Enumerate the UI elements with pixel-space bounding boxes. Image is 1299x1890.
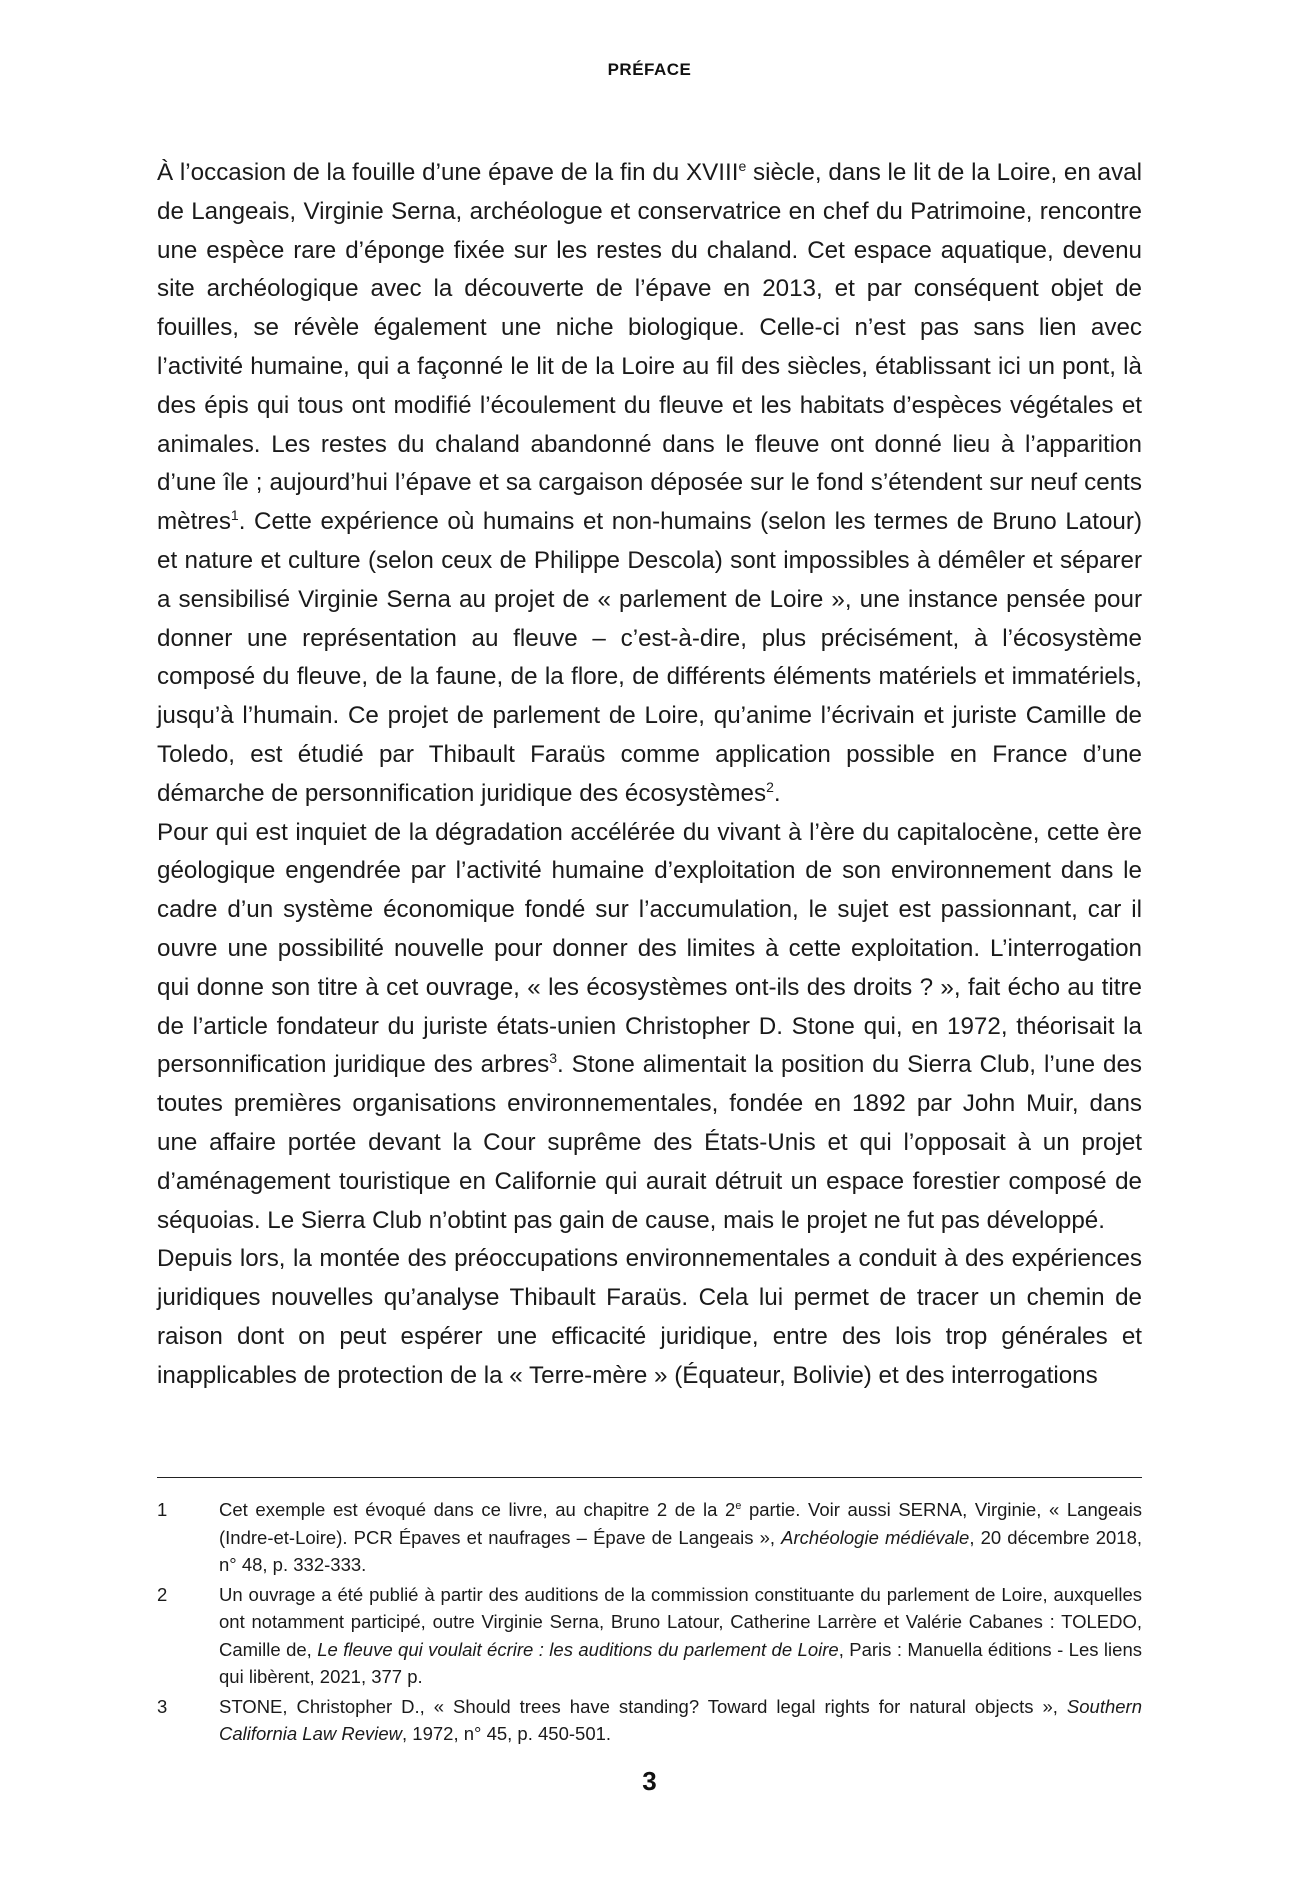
- paragraph-1: [157, 154, 1142, 814]
- footnote-3-part-a: STONE, Christopher D., « Should trees have standing? Toward legal rights for natural objects »,: [219, 1695, 1067, 1717]
- footnote-2: [157, 1581, 1142, 1691]
- paragraph-2: [157, 814, 1142, 1241]
- page-number: 3: [642, 1766, 657, 1796]
- footnote-text: [219, 1496, 1142, 1579]
- paragraph-1-part-c: . Cette expérience où humains et non-humains (selon les termes de Bruno Latour) et nature et culture (selon ceux de Philippe Descola) sont impossibles à démêler et séparer a sensibilisé Virginie Serna au projet de « parlement de Loire », une instance pensée pour donner une représentation au fleuve – c’est-à-dire, plus précisément, à l’écosystème composé du fleuve, de la faune, de la flore, de différents éléments matériels et immatériels, jusqu’à l’humain. Ce projet de parlement de Loire, qu’anime l’écrivain et juriste Camille de Toledo, est étudié par Thibault Faraüs comme application possible en France d’une démarche de personnification juridique des écosystèmes: [157, 508, 1142, 807]
- footnote-1-part-c: , 20 décembre 2018, n° 48, p. 332-333.: [219, 1526, 1142, 1575]
- footnote-ref-1[interactable]: 1: [230, 507, 239, 524]
- footnote-number: 2: [157, 1583, 168, 1605]
- footnote-text: [219, 1693, 1142, 1748]
- footnote-text: [219, 1581, 1142, 1691]
- footnote-2-title: Le fleuve qui voulait écrire : les auditions du parlement de Loire: [317, 1638, 839, 1660]
- footnote-1-title: Archéologie médiévale: [781, 1526, 970, 1548]
- footnote-2-part-a: Un ouvrage a été publié à partir des auditions de la commission constituante du parlement de Loire, auxquelles ont notamment participé, outre Virginie Serna, Bruno Latour, Catherine Larrère et Valérie Cabanes : TOLEDO, Camille de,: [219, 1583, 1142, 1660]
- footnote-2-part-b: , Paris : Manuella éditions - Les liens qui libèrent, 2021, 377 p.: [219, 1638, 1142, 1687]
- paragraph-1-part-b: siècle, dans le lit de la Loire, en aval de Langeais, Virginie Serna, archéologue et conservatrice en chef du Patrimoine, rencontre une espèce rare d’éponge fixée sur les restes du chaland. Cet espace aquatique, devenu site archéologique avec la découverte de l’épave en 2013, et par conséquent objet de fouilles, se révèle également une niche biologique. Celle-ci n’est pas sans lien avec l’activité humaine, qui a façonné le lit de la Loire au fil des siècles, établissant ici un pont, là des épis qui tous ont modifié l’écoulement du fleuve et les habitats d’espèces végétales et animales. Les restes du chaland abandonné dans le fleuve ont donné lieu à l’apparition d’une île ; aujourd’hui l’épave et sa cargaison déposée sur le fond s’étendent sur neuf cents mètres: [157, 159, 1142, 536]
- footnotes: [157, 1496, 1142, 1750]
- partie-superscript: e: [735, 1499, 742, 1512]
- paragraph-2-part-b: . Stone alimentait la position du Sierra Club, l’une des toutes premières organisations environnementales, fondée en 1892 par John Muir, dans une affaire portée devant la Cour suprême des États-Unis et qui l’opposait à un projet d’aménagement touristique en Californie qui aurait détruit un espace forestier composé de séquoias. Le Sierra Club n’obtint pas gain de cause, mais le projet ne fut pas développé.: [157, 1051, 1142, 1234]
- body-text: [157, 154, 1142, 1396]
- paragraph-1-part-d: .: [773, 779, 781, 807]
- paragraph-2-part-a: Pour qui est inquiet de la dégradation accélérée du vivant à l’ère du capitalocène, cette ère géologique engendrée par l’activité humaine d’exploitation de son environnement dans le cadre d’un système économique fondé sur l’accumulation, le sujet est passionnant, car il ouvre une possibilité nouvelle pour donner des limites à cette exploitation. L’interrogation qui donne son titre à cet ouvrage, « les écosystèmes ont-ils des droits ? », fait écho au titre de l’article fondateur du juriste états-unien Christopher D. Stone qui, en 1972, théorisait la personnification juridique des arbres: [157, 818, 1142, 1079]
- footnote-1-part-b: partie. Voir aussi SERNA, Virginie, « Langeais (Indre-et-Loire). PCR Épaves et naufrages – Épave de Langeais »,: [219, 1499, 1142, 1548]
- footnote-1: [157, 1496, 1142, 1579]
- footnote-rule: [157, 1477, 1142, 1478]
- paragraph-1-part-a: À l’occasion de la fouille d’une épave de la fin du XVIII: [157, 159, 739, 186]
- footnote-ref-2[interactable]: 2: [766, 778, 774, 795]
- footnote-number: 3: [157, 1695, 168, 1717]
- footnote-1-part-a: Cet exemple est évoqué dans ce livre, au chapitre 2 de la 2: [219, 1499, 736, 1520]
- footnote-3-title: Southern California Law Review: [219, 1695, 1142, 1744]
- century-superscript: e: [738, 157, 747, 174]
- footnote-3-part-b: , 1972, n° 45, p. 450-501.: [402, 1723, 612, 1744]
- running-head: PRÉFACE: [607, 60, 692, 79]
- footnote-ref-3[interactable]: 3: [549, 1050, 557, 1067]
- footnote-3: [157, 1693, 1142, 1748]
- footnote-number: 1: [157, 1499, 168, 1520]
- paragraph-3: Depuis lors, la montée des préoccupations environnementales a conduit à des expériences juridiques nouvelles qu’analyse Thibault Faraüs. Cela lui permet de tracer un chemin de raison dont on peut espérer une efficacité juridique, entre des lois trop générales et inapplicables de protection de la « Terre-mère » (Équateur, Bolivie) et des interrogations: [157, 1245, 1142, 1389]
